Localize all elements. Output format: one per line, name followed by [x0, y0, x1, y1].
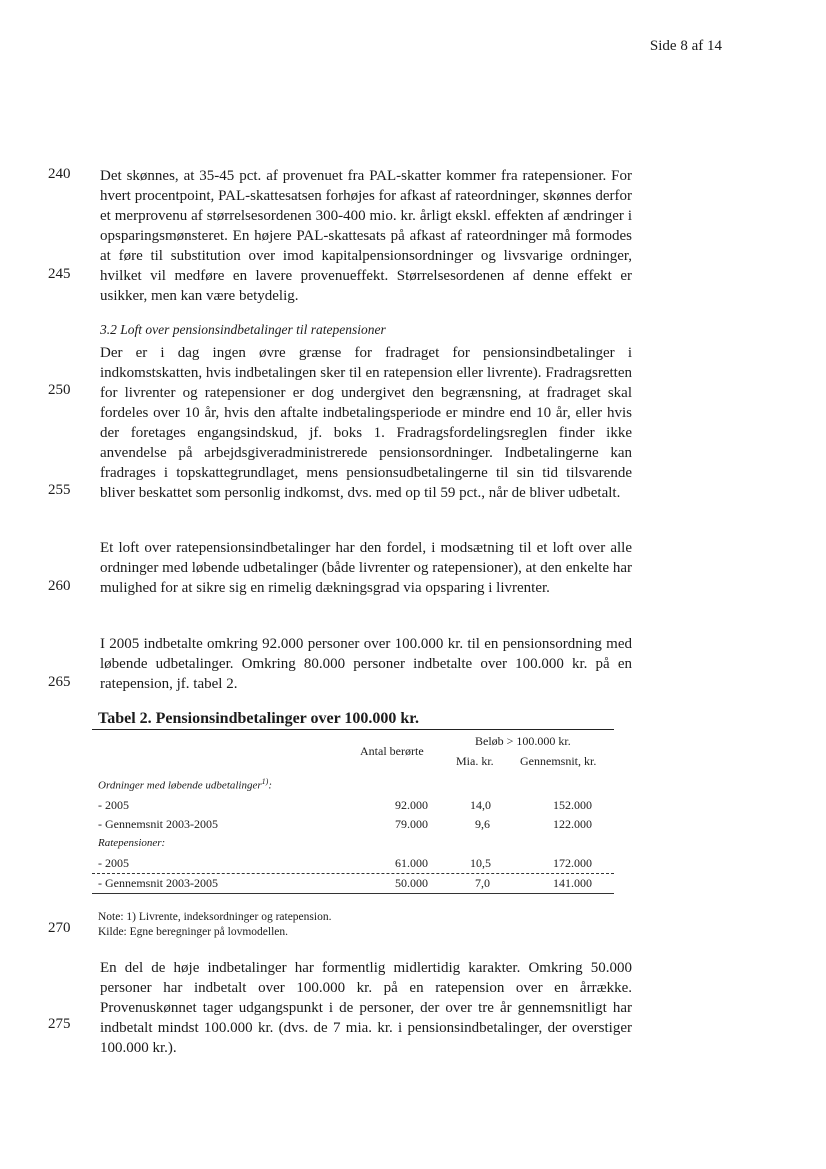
line-number: 255	[48, 482, 71, 498]
row-label: - 2005	[98, 798, 129, 812]
table-body	[92, 730, 614, 908]
line-number: 275	[48, 1016, 71, 1032]
cell-avg: 122.000	[553, 817, 592, 831]
cell-affected: 92.000	[395, 798, 428, 812]
table-2	[92, 706, 614, 940]
cell-affected: 61.000	[395, 856, 428, 870]
header-amount-group: Beløb > 100.000 kr.	[475, 734, 571, 748]
row-label: - Gennemsnit 2003-2005	[98, 876, 218, 890]
header-bn: Mia. kr.	[456, 754, 494, 768]
cell-avg: 141.000	[553, 876, 592, 890]
group-label-annuities: Ordninger med løbende udbetalinger$^{1)}$:	[98, 777, 272, 792]
paragraph: En del de høje indbetalinger har formentlig midlertidig karakter. Omkring 50.000 personer har indbetalt over 100.000 kr. på en ratepension over en årrække. Provenuskønnet tager udgangspunkt i de personer, der over tre år gennemsnitligt har indbetalt mindst 100.000 kr. (dvs. de 7 mia. kr. i pensionsindbetalinger, der overstiger 100.000 kr.).	[100, 960, 632, 1056]
cell-bn: 7,0	[475, 876, 490, 890]
cell-bn: 10,5	[470, 856, 491, 870]
cell-avg: 152.000	[553, 798, 592, 812]
table-note: Note: 1) Livrente, indeksordninger og ratepension.	[98, 911, 332, 923]
line-number: 245	[48, 266, 71, 282]
table-bottom-rule	[92, 893, 614, 894]
table-source: Kilde: Egne beregninger på lovmodellen.	[98, 926, 289, 938]
paragraph: I 2005 indbetalte omkring 92.000 personer over 100.000 kr. til en pensionsordning med løbende udbetalinger. Omkring 80.000 personer indbetalte over 100.000 kr. på en ratepension, jf. tabel 2.	[100, 636, 632, 692]
table-divider	[92, 873, 614, 874]
line-number: 250	[48, 382, 71, 398]
line-number: 265	[48, 674, 71, 690]
cell-avg: 172.000	[553, 856, 592, 870]
cell-bn: 9,6	[475, 817, 490, 831]
cell-affected: 79.000	[395, 817, 428, 831]
paragraph: Et loft over ratepensionsindbetalinger har den fordel, i modsætning til et loft over alle ordninger med løbende udbetalinger (både livrenter og ratepensioner), at den enkelte har mulighed for at sikre sig en rimelig dækningsgrad via opsparing i livrenter.	[100, 540, 632, 596]
table-title: Tabel 2. Pensionsindbetalinger over 100.000 kr.	[92, 706, 614, 730]
section-heading: 3.2 Loft over pensionsindbetalinger til ratepensioner	[100, 322, 386, 337]
paragraph: Der er i dag ingen øvre grænse for fradraget for pensionsindbetalinger i indkomstskatten, hvis indbetalingen sker til en ratepension eller livrente). Fradragsretten for livrenter og ratepensioner er dog undergivet den begrænsning, at fradraget skal fordeles over 10 år, hvis den aftalte indbetalingsperiode er mindre end 10 år, eller hvis der foretages engangsindskud, jf. boks 1. Fradragsfordelingsreglen finder ikke anvendelse på arbejdsgiveradministrerede pensionsordninger. Indbetalingerne kan fradrages i topskattegrundlaget, mens pensionsudbetalingerne til sin tid tilsvarende bliver beskattet som personlig indkomst, dvs. med op til 59 pct., når de bliver udbetalt.	[100, 345, 632, 501]
header-affected: Antal berørte	[360, 744, 424, 758]
cell-affected: 50.000	[395, 876, 428, 890]
page-number: Side 8 af 14	[649, 38, 722, 54]
line-number: 260	[48, 578, 71, 594]
header-avg: Gennemsnit, kr.	[520, 754, 597, 768]
cell-bn: 14,0	[470, 798, 491, 812]
line-number: 240	[48, 166, 71, 182]
group-label-rate-pensions: Ratepensioner:	[98, 837, 166, 849]
row-label: - 2005	[98, 856, 129, 870]
row-label: - Gennemsnit 2003-2005	[98, 817, 218, 831]
line-number: 270	[48, 920, 71, 936]
paragraph: Det skønnes, at 35-45 pct. af provenuet fra PAL-skatter kommer fra ratepensioner. For hvert procentpoint, PAL-skattesatsen forhøjes for afkast af rateordninger, skønnes derfor et merprovenu af størrelsesordenen 300-400 mio. kr. årligt ekskl. effekten af ændringer i opsparingsmønsteret. En højere PAL-skattesats på afkast af rateordninger må formodes at føre til substitution over imod kapitalpensionsordninger og livsvarige ordninger, hvilket vil medføre en lavere provenueffekt. Størrelsesordenen af denne effekt er usikker, men kan være betydelig.	[100, 168, 632, 304]
